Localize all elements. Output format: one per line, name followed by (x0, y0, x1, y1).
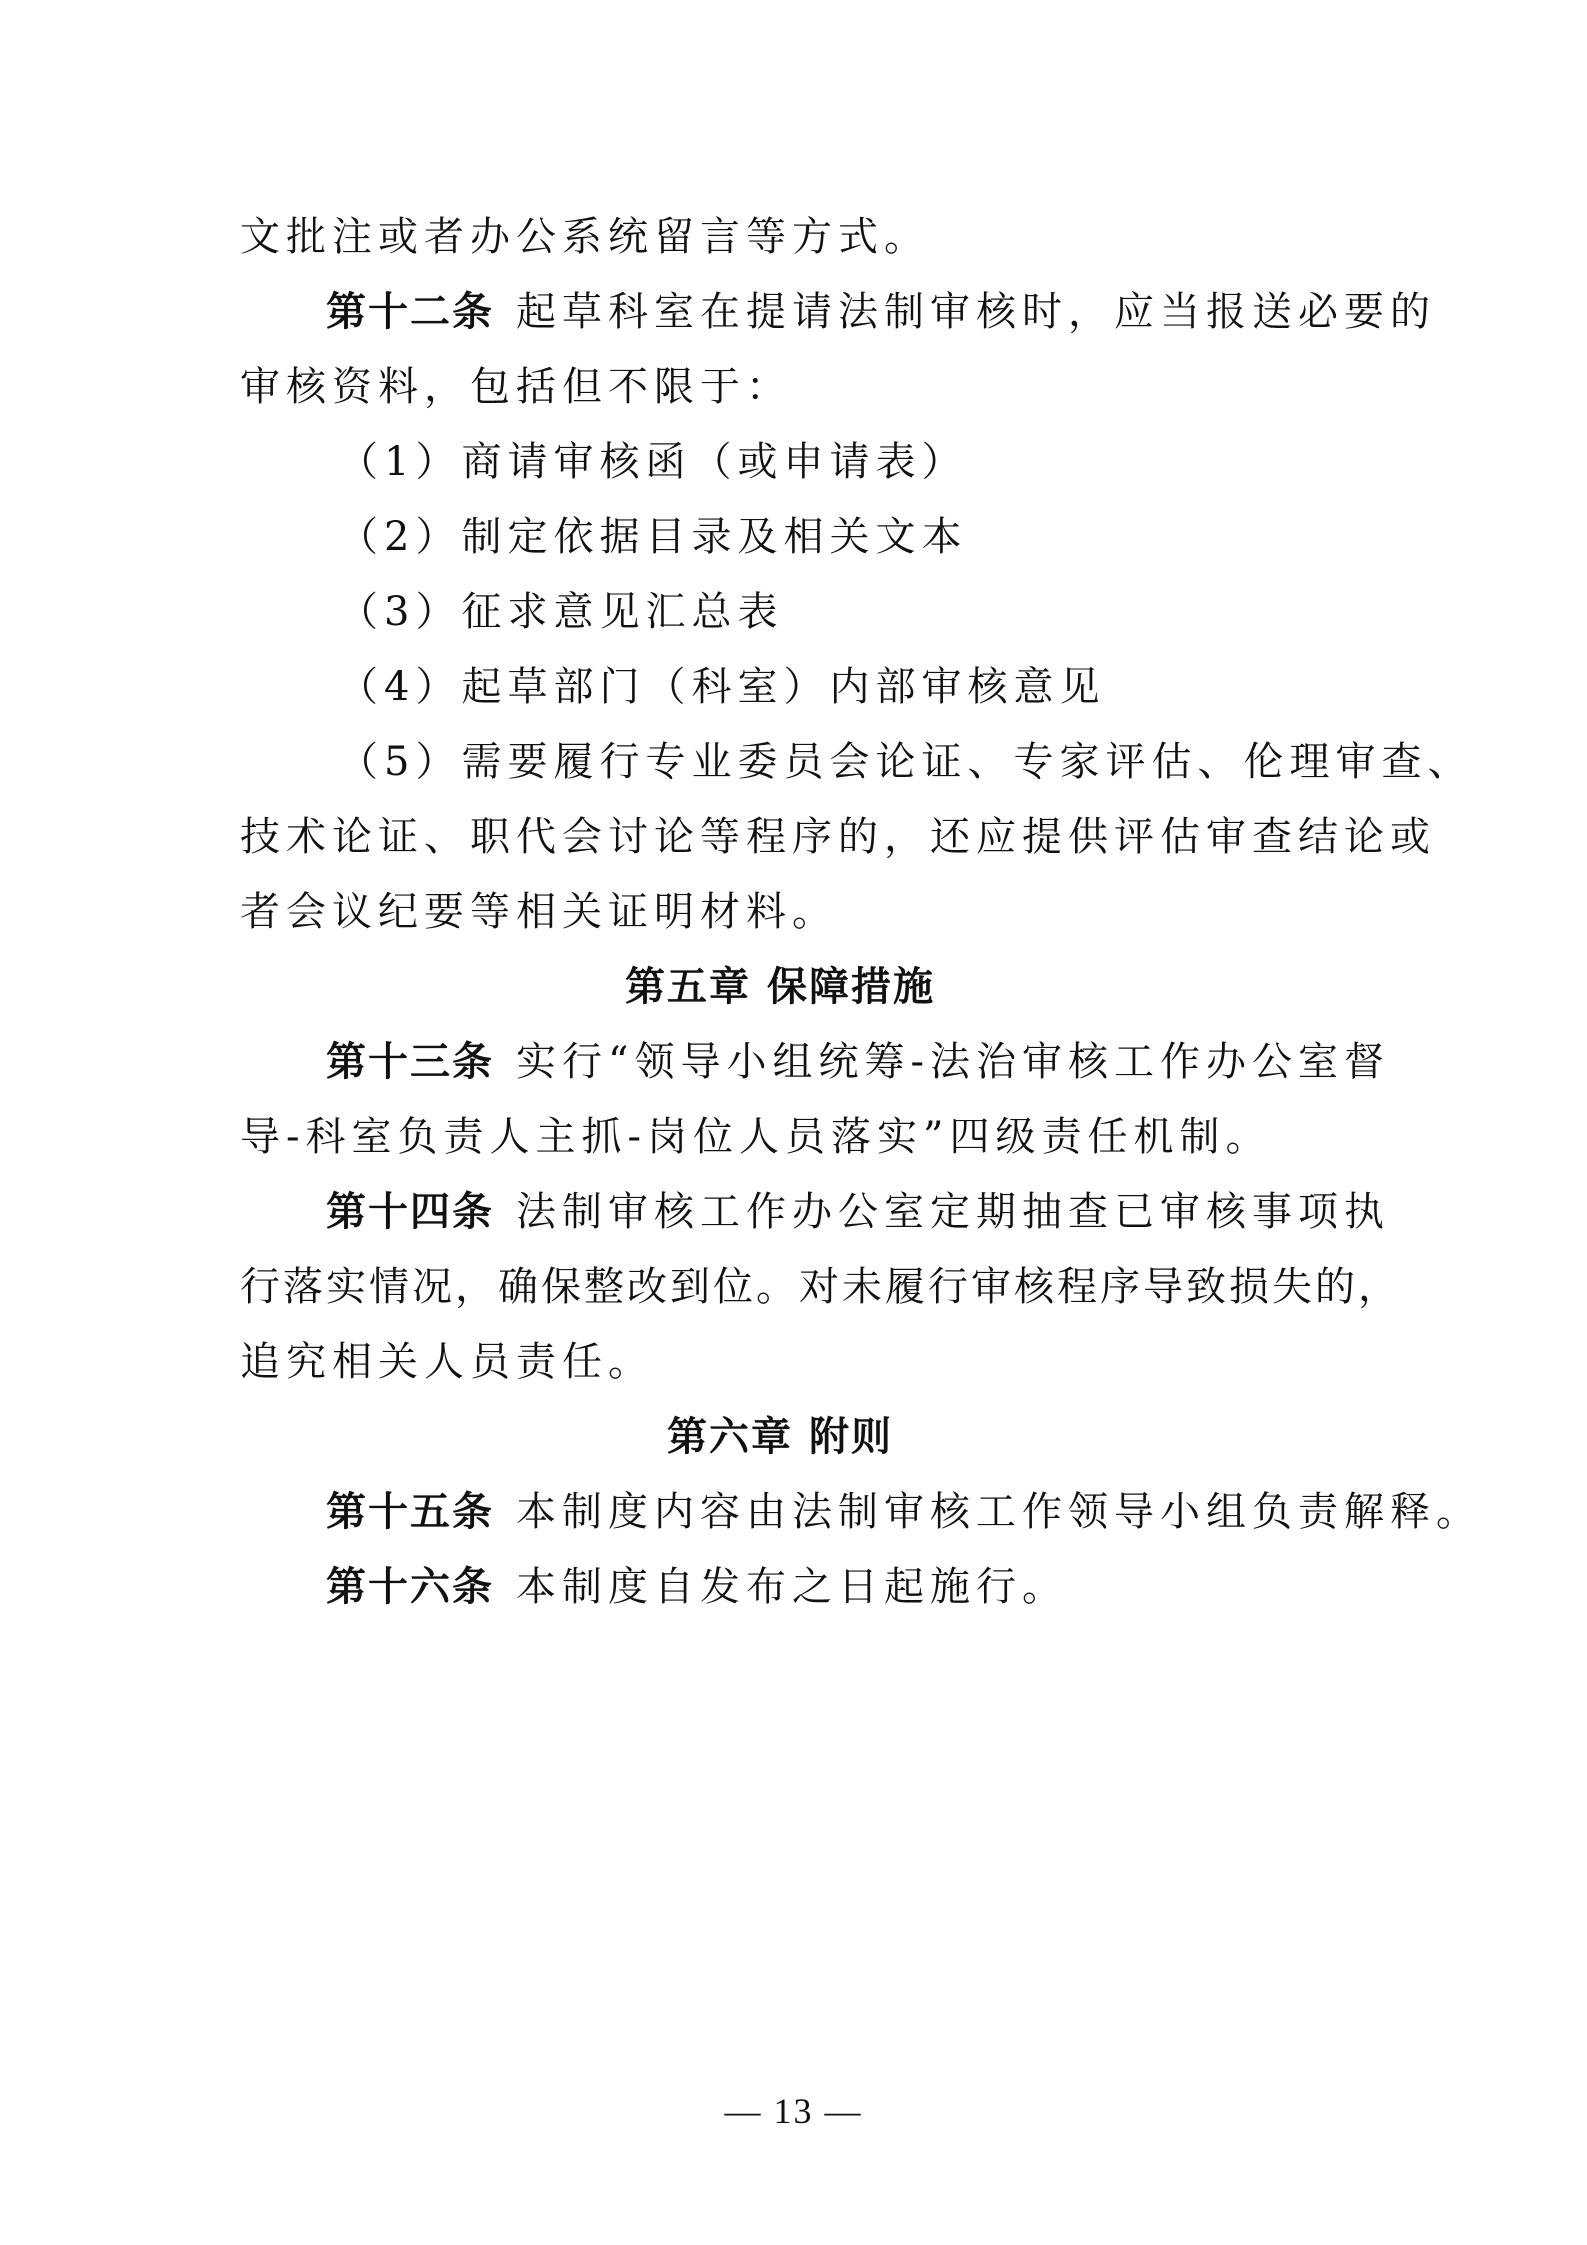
article-label: 第十三条 (326, 1039, 494, 1085)
article-label: 第十五条 (326, 1489, 494, 1535)
article-text: 起草科室在提请法制审核时，应当报送必要的 (516, 289, 1436, 335)
list-item: （2）制定依据目录及相关文本 (338, 514, 968, 560)
article-16 (240, 1550, 1360, 1625)
chapter-heading: 第六章 附则 (667, 1414, 893, 1460)
article-12 (240, 275, 1436, 350)
article-label: 第十二条 (326, 289, 494, 335)
article-text: 本制度自发布之日起施行。 (516, 1564, 1068, 1610)
text-line: 导-科室负责人主抓-岗位人员落实”四级责任机制。 (240, 1114, 1272, 1160)
article-label: 第十六条 (326, 1564, 494, 1610)
article-13 (240, 1025, 1390, 1100)
text-line: 追究相关人员责任。 (240, 1339, 654, 1385)
text-line: 技术论证、职代会讨论等程序的，还应提供评估审查结论或 (240, 814, 1436, 860)
list-item: （3）征求意见汇总表 (338, 589, 784, 635)
document-body (240, 200, 1482, 1625)
list-item: （1）商请审核函（或申请表） (338, 439, 968, 485)
article-14 (240, 1175, 1390, 1250)
article-text: 实行“领导小组统筹-法治审核工作办公室督 (516, 1039, 1390, 1085)
article-text: 本制度内容由法制审核工作领导小组负责解释。 (516, 1489, 1482, 1535)
chapter-heading: 第五章 保障措施 (625, 964, 935, 1010)
text-line: 文批注或者办公系统留言等方式。 (240, 214, 930, 260)
article-15 (240, 1475, 1482, 1550)
article-label: 第十四条 (326, 1189, 494, 1235)
list-item: （4）起草部门（科室）内部审核意见 (338, 664, 1106, 710)
page-number: — 13 — (724, 2091, 863, 2131)
list-item: （5）需要履行专业委员会论证、专家评估、伦理审查、 (338, 739, 1474, 785)
article-text: 法制审核工作办公室定期抽查已审核事项执 (516, 1189, 1390, 1235)
text-line: 行落实情况，确保整改到位。对未履行审核程序导致损失的， (240, 1264, 1401, 1310)
text-line: 审核资料，包括但不限于： (240, 364, 792, 410)
text-line: 者会议纪要等相关证明材料。 (240, 889, 838, 935)
